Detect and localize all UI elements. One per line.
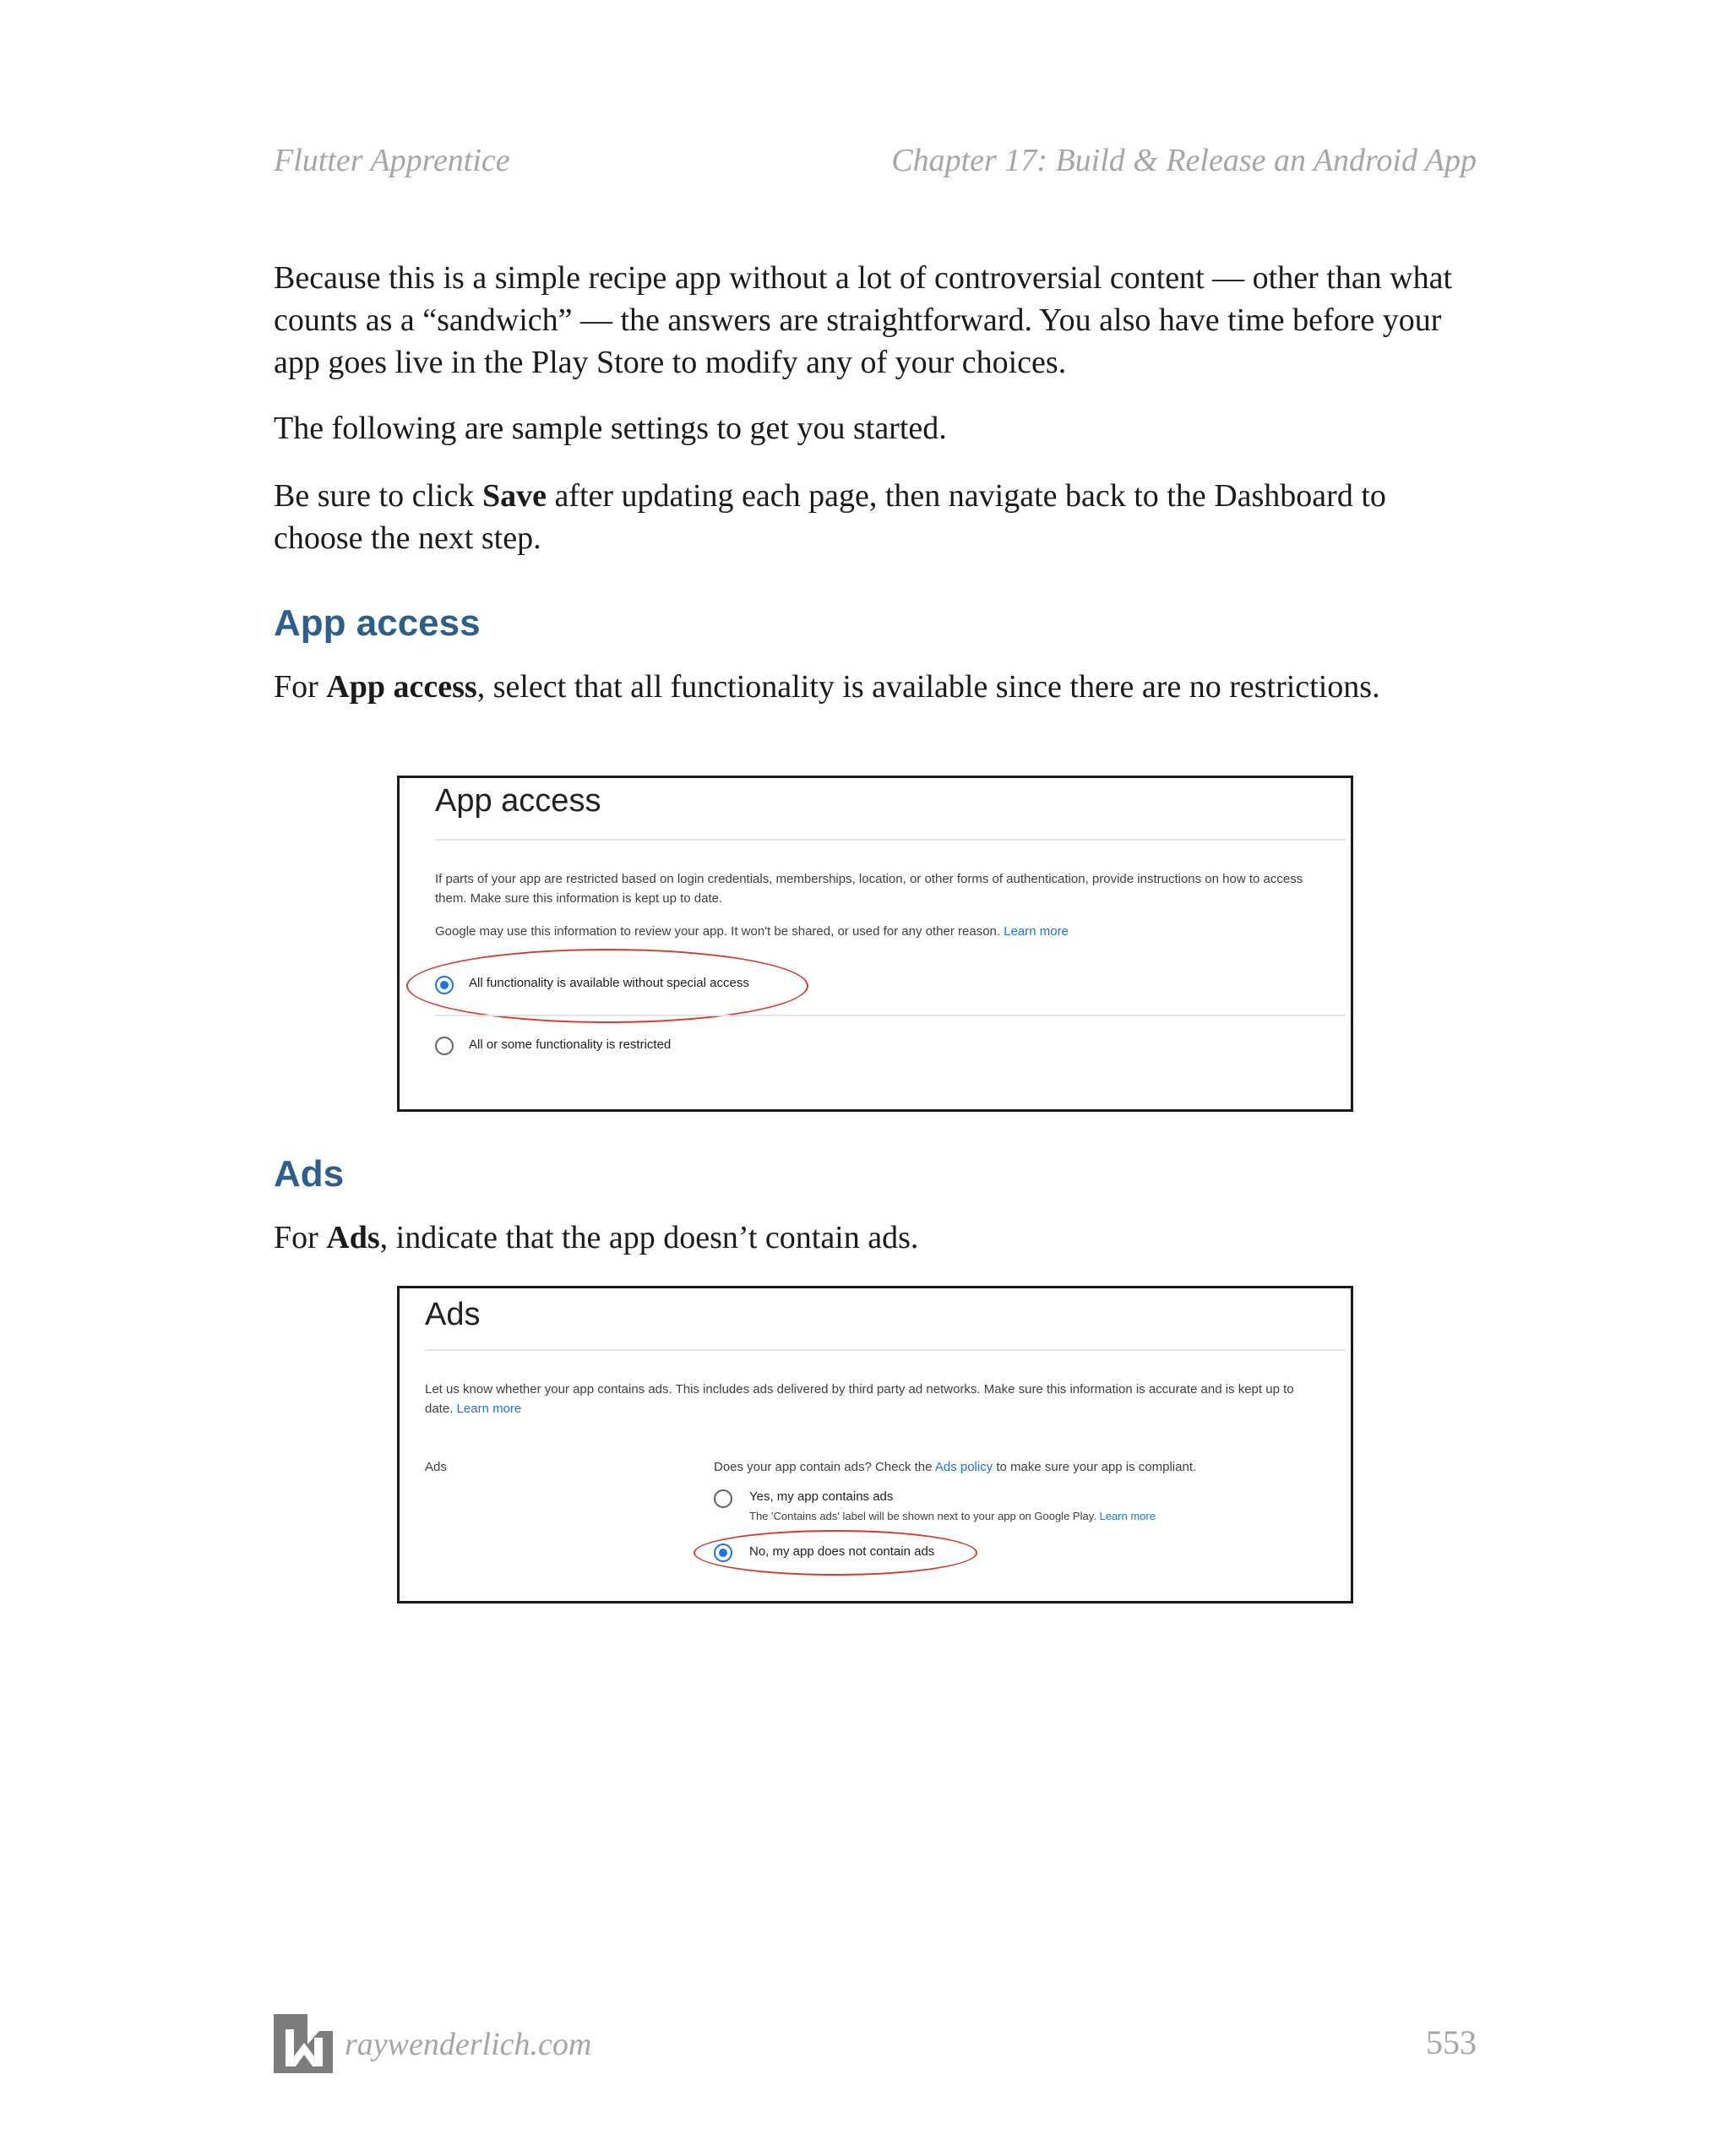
ads-text [274,1217,1477,1259]
intro-paragraph-1: Because this is a simple recipe app without a lot of controversial content — other than what counts as a “sandwich” — the answers are straightforward. You also have time before your app goes live in the Play Store to modify any of your choices. [274,260,1453,380]
no-ads-radio[interactable] [714,1544,732,1562]
p3-text-before: Be sure to click [274,478,482,514]
note-text: Google may use this information to review your app. It won't be shared, or used for any other reason. [435,924,1001,939]
ads-screenshot [397,1286,1353,1603]
ads-text-before: For [274,1220,327,1255]
app-access-heading: App access [274,602,481,644]
ads-description [425,1380,1320,1418]
ads-description-text: Let us know whether your app contains ads. This includes ads delivered by third party ad networks. Make sure this information is accurate and is kept up to date. [425,1382,1294,1416]
question-before: Does your app contain ads? Check the [714,1460,935,1474]
intro-paragraph-2-block [274,407,1477,449]
hint-text: The 'Contains ads' label will be shown next to your app on Google Play. [749,1510,1096,1522]
book-title: Flutter Apprentice [274,143,510,178]
ads-heading: Ads [274,1153,345,1195]
intro-paragraph-1-block [274,257,1477,384]
running-header [274,142,1477,184]
app-access-text-block [274,666,1477,708]
app-access-description: If parts of your app are restricted based on login credentials, memberships, location, or other forms of authentication, provide instructions on how to access them. Make sure this information is kept up to date. [435,872,1303,906]
ads-question [714,1457,1322,1477]
restricted-radio[interactable] [435,1037,454,1055]
ads-heading-block [274,1151,1477,1198]
intro-paragraph-2: The following are sample settings to get you started. [274,411,947,446]
app-access-heading-block [274,600,1477,647]
page-number: 553 [1426,2023,1477,2061]
save-emphasis: Save [481,478,547,514]
chapter-title: Chapter 17: Build & Release an Android App [891,143,1477,178]
contains-ads-radio[interactable] [714,1489,732,1508]
app-access-note [435,922,1330,941]
ads-emphasis: Ads [326,1220,380,1255]
all-functionality-radio[interactable] [435,976,454,994]
app-access-text-after: , select that all functionality is available since there are no restrictions. [476,669,1380,705]
footer-site: raywenderlich.com [345,2027,592,2062]
app-access-emphasis: App access [326,669,477,705]
ads-text-after: , indicate that the app doesn’t contain ads. [379,1220,919,1255]
hint-learn-more-link[interactable]: Learn more [1099,1510,1156,1522]
ads-text-block [274,1217,1477,1259]
app-access-text [274,666,1477,708]
title-divider [435,839,1346,841]
contains-ads-label: Yes, my app contains ads [749,1489,894,1504]
ads-policy-link[interactable]: Ads policy [934,1460,993,1474]
app-access-screenshot [397,776,1353,1112]
no-ads-label: No, my app does not contain ads [749,1544,935,1559]
intro-paragraph-3-block [274,475,1477,559]
restricted-label: All or some functionality is restricted [469,1037,672,1052]
contains-ads-hint [749,1506,1156,1526]
raywenderlich-logo-icon [274,2014,333,2073]
p3-text-after: after updating each page, then navigate back to the Dashboard to choose the next step. [274,478,1386,556]
question-after: to make sure your app is compliant. [993,1460,1197,1474]
ads-panel-title: Ads [425,1297,481,1332]
ads-field-label: Ads [425,1460,447,1474]
intro-paragraph-3 [274,475,1477,559]
ads-title-divider [425,1349,1346,1351]
learn-more-link[interactable]: Learn more [1004,924,1069,939]
app-access-text-before: For [274,669,327,705]
all-functionality-label: All functionality is available without special access [469,976,749,990]
ads-learn-more-link[interactable]: Learn more [456,1402,522,1416]
option-divider [435,1015,1346,1016]
app-access-panel-title: App access [435,783,601,819]
